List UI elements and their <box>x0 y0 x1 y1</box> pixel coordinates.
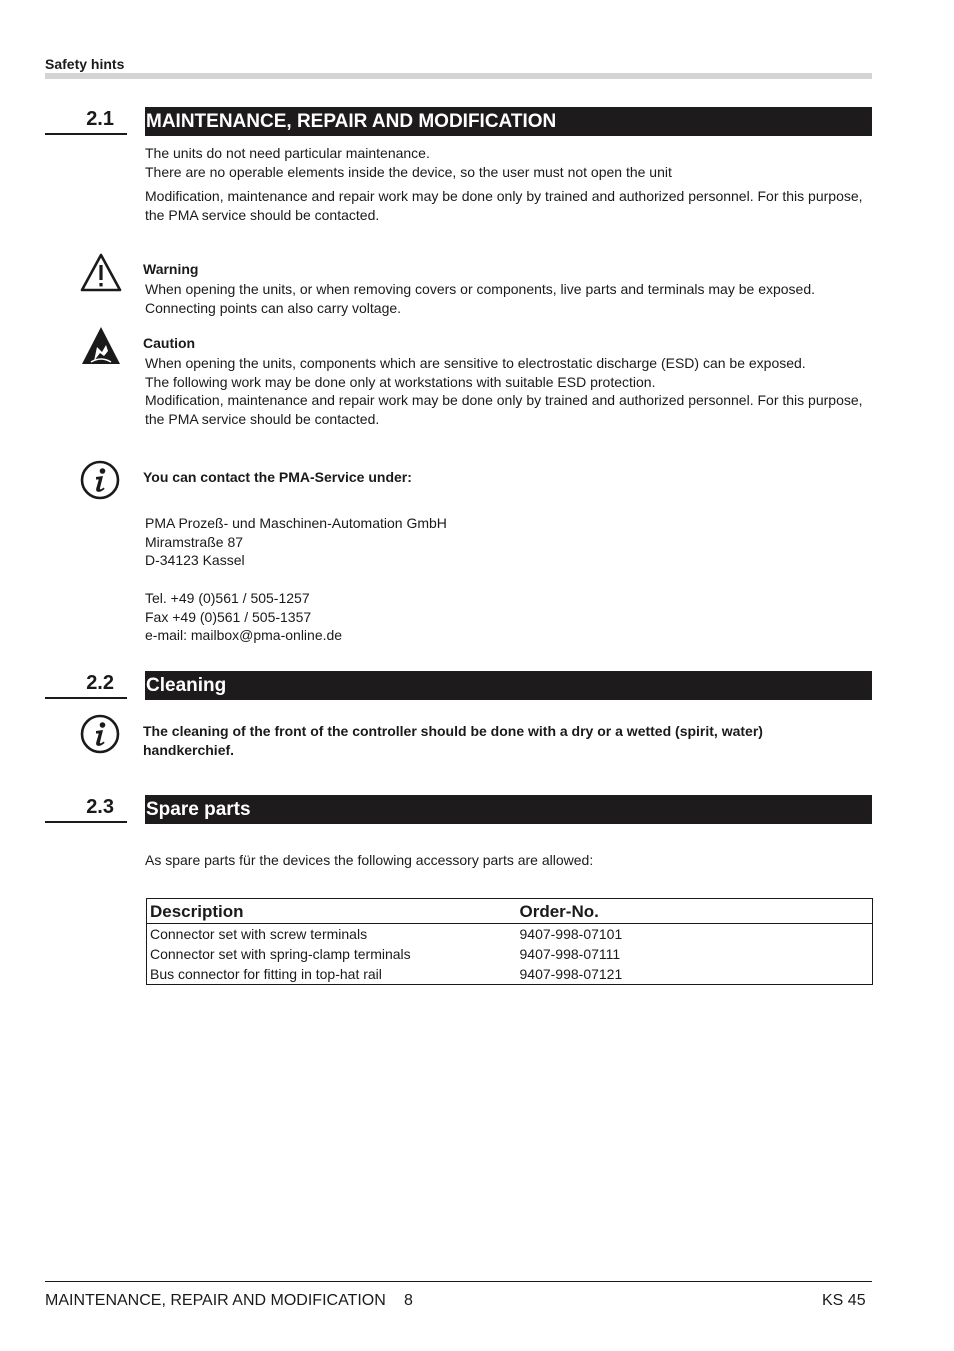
warning-text <box>145 280 815 317</box>
column-header-description: Description <box>147 899 520 924</box>
esd-icon <box>80 325 122 367</box>
section-number-box <box>45 794 127 823</box>
table-row <box>147 924 873 945</box>
cell-description: Bus connector for fitting in top-hat rail <box>150 966 382 982</box>
address-line: D-34123 Kassel <box>145 552 245 568</box>
contact-fax: Fax +49 (0)561 / 505-1357 <box>145 608 312 625</box>
contact-tel: Tel. +49 (0)561 / 505-1257 <box>145 590 310 606</box>
info-icon <box>79 713 121 755</box>
text-line: the PMA service should be contacted. <box>145 410 380 427</box>
text-line: When opening the units, components which are sensitive to electrostatic discharge (ESD) can be exposed. <box>145 355 806 371</box>
contact-heading: You can contact the PMA-Service under: <box>143 469 412 485</box>
section-title-bar: Cleaning <box>145 671 872 700</box>
column-header-order-no: Order-No. <box>520 899 873 924</box>
section-number-box <box>45 670 127 699</box>
text-line: the PMA service should be contacted. <box>145 206 380 223</box>
header-rule <box>45 73 872 79</box>
spare-parts-table <box>146 898 873 985</box>
warning-triangle-icon <box>80 252 122 294</box>
footer-section-title: MAINTENANCE, REPAIR AND MODIFICATION <box>45 1292 386 1309</box>
section-number: 2.3 <box>86 796 114 818</box>
cleaning-note <box>143 722 763 759</box>
table-row <box>147 964 873 985</box>
cell-description: Connector set with screw terminals <box>150 926 368 942</box>
footer-rule <box>45 1281 872 1282</box>
address-line: Miramstraße 87 <box>145 533 244 550</box>
section-number: 2.1 <box>86 108 114 130</box>
section-title-bar: Spare parts <box>145 795 872 824</box>
footer-page-number: 8 <box>404 1292 413 1309</box>
running-header: Safety hints <box>45 56 125 72</box>
text-line: There are no operable elements inside the device, so the user must not open the unit <box>145 163 672 180</box>
cell-order-no: 9407-998-07101 <box>519 926 623 942</box>
text-line: handkerchief. <box>143 741 235 758</box>
cell-description: Connector set with spring-clamp terminals <box>150 946 411 962</box>
cell-order-no: 9407-998-07121 <box>519 966 623 982</box>
address-line: PMA Prozeß- und Maschinen-Automation GmbH <box>145 515 447 531</box>
text-line: Connecting points can also carry voltage. <box>145 299 402 316</box>
maintenance-intro <box>145 144 672 181</box>
modification-paragraph <box>145 187 863 224</box>
text-line: The units do not need particular maintenance. <box>145 145 430 161</box>
contact-address <box>145 514 447 570</box>
spare-parts-intro: As spare parts für the devices the following accessory parts are allowed: <box>145 852 594 868</box>
text-line: The following work may be done only at workstations with suitable ESD protection. <box>145 373 656 390</box>
caution-title: Caution <box>143 335 196 351</box>
contact-email[interactable]: e-mail: mailbox@pma-online.de <box>145 627 343 643</box>
section-title-bar: MAINTENANCE, REPAIR AND MODIFICATION <box>145 107 872 136</box>
table-row <box>147 944 873 964</box>
table-header-row <box>147 899 873 924</box>
text-line: Modification, maintenance and repair work may be done only by trained and authorized personnel. For this purpose, <box>145 392 863 408</box>
footer-product: KS 45 <box>822 1292 866 1309</box>
warning-title: Warning <box>143 261 199 277</box>
text-line: The cleaning of the front of the controller should be done with a dry or a wetted (spirit, water) <box>143 723 763 739</box>
section-number: 2.2 <box>86 672 114 694</box>
text-line: When opening the units, or when removing covers or components, live parts and terminals may be exposed. <box>145 281 816 297</box>
text-line: Modification, maintenance and repair work may be done only by trained and authorized personnel. For this purpose, <box>145 188 863 204</box>
info-icon <box>79 459 121 501</box>
caution-text <box>145 354 863 428</box>
section-number-box <box>45 106 127 135</box>
cell-order-no: 9407-998-07111 <box>519 946 621 962</box>
contact-details <box>145 589 342 645</box>
